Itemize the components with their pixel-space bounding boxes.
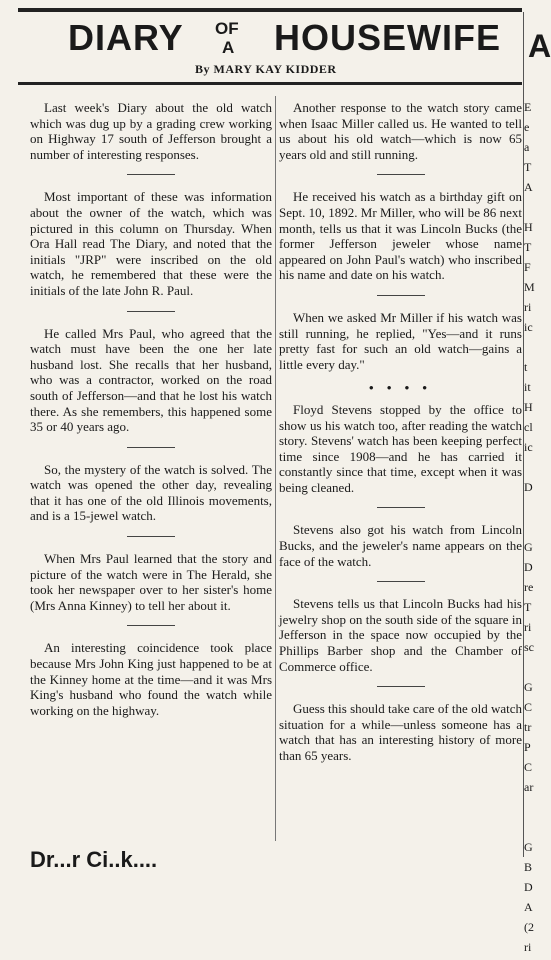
top-rule — [18, 8, 522, 12]
edge-fragment: tr — [524, 720, 532, 734]
separator — [127, 447, 175, 448]
edge-fragment: C — [524, 700, 533, 714]
edge-fragment: ri — [524, 620, 532, 634]
paragraph: Last week's Diary about the old watch which was dug up by a grading crew working on Highway 17 south of Jefferson brought a number of interesting responses. — [30, 100, 272, 162]
paragraph: Guess this should take care of the old watch situation for a while—unless someone has a watch that has an interesting history of more than 65 years. — [279, 701, 522, 763]
byline-rule — [18, 82, 522, 85]
separator — [377, 507, 425, 508]
separator — [377, 686, 425, 687]
edge-fragment: G — [524, 840, 533, 854]
edge-fragment: ri — [524, 940, 532, 954]
edge-fragment: P — [524, 740, 531, 754]
edge-fragment: cl — [524, 420, 533, 434]
separator — [377, 295, 425, 296]
edge-fragment: A — [524, 180, 533, 194]
adjacent-headline-fragment: A — [528, 28, 551, 64]
headline-diary: DIARY — [68, 17, 184, 58]
next-article-headline: Dr...r Ci..k.... — [30, 847, 158, 872]
edge-fragment: D — [524, 480, 533, 494]
paragraph: Stevens tells us that Lincoln Bucks had his jewelry shop on the south side of the square in Jefferson in the space now occupied by the Phillips Barber shop and the Chamber of Commerce office. — [279, 596, 522, 674]
separator — [127, 311, 175, 312]
edge-fragment: E — [524, 100, 532, 114]
edge-fragment: (2 — [524, 920, 534, 934]
headline-housewife: HOUSEWIFE — [274, 17, 502, 58]
paragraph: He received his watch as a birthday gift on Sept. 10, 1892. Mr Miller, who will be 86 next month, tells us that it was Lincoln Bucks (the former Jefferson jeweler whose name appeared on John Paul's watch) who inscribed his name and date on his watch. — [279, 189, 522, 283]
separator — [377, 174, 425, 175]
edge-fragment: T — [524, 160, 532, 174]
edge-fragment: H — [524, 400, 533, 414]
separator — [127, 536, 175, 537]
edge-fragment: it — [524, 380, 531, 394]
column-divider — [275, 96, 276, 841]
edge-fragment — [524, 820, 537, 840]
right-column — [279, 100, 522, 776]
edge-fragment: ic — [524, 440, 533, 454]
headline — [40, 16, 510, 60]
edge-fragment — [524, 500, 537, 520]
edge-fragment: e — [524, 120, 530, 134]
edge-fragment: ar — [524, 780, 534, 794]
edge-fragment: C — [524, 760, 533, 774]
edge-fragment — [524, 460, 537, 480]
separator — [377, 581, 425, 582]
edge-fragment: H — [524, 220, 533, 234]
paragraph: An interesting coincidence took place because Mrs John King just happened to be at the Kinney home at the time—and it was Mrs King's husband who found the watch while working on the highway. — [30, 640, 272, 718]
dot-separator: • • • • — [369, 380, 432, 396]
edge-fragment: B — [524, 860, 533, 874]
left-column — [30, 100, 272, 730]
edge-fragment: F — [524, 260, 531, 274]
edge-fragment: ri — [524, 300, 532, 314]
paragraph: So, the mystery of the watch is solved. The watch was opened the other day, revealing that it has one of the old Illinois movements, and is a 15-jewel watch. — [30, 461, 272, 524]
paragraph: Floyd Stevens stopped by the office to show us his watch too, after reading the watch story. Stevens' watch has been keeping perfect time since 1908—and he has carried it constantly since that time, except when it was being cleaned. — [279, 401, 522, 495]
edge-fragment: T — [524, 600, 532, 614]
adjacent-column-fragment — [524, 100, 537, 954]
edge-fragment: sc — [524, 640, 534, 654]
paragraph: He called Mrs Paul, who agreed that the watch must have been the one her late husband lost. She recalls that her husband, who was a contractor, worked on the road south of Jefferson—and that he lost his watch there. As she remembers, this happened some 35 or 40 years ago. — [30, 325, 272, 435]
edge-fragment: G — [524, 540, 533, 554]
edge-fragment: re — [524, 580, 534, 594]
edge-fragment — [524, 660, 537, 680]
edge-fragment: A — [524, 900, 533, 914]
edge-fragment — [524, 200, 537, 220]
paragraph: When Mrs Paul learned that the story and picture of the watch were in The Herald, she took her newspaper over to her sister's home (Mrs Anna Kinney) to tell her about it. — [30, 551, 272, 613]
edge-fragment — [524, 520, 537, 540]
separator — [127, 625, 175, 626]
edge-fragment: D — [524, 560, 533, 574]
edge-fragment: D — [524, 880, 533, 894]
separator — [127, 174, 175, 175]
headline-a: A — [222, 38, 235, 57]
edge-fragment: M — [524, 280, 535, 294]
edge-fragment: t — [524, 360, 528, 374]
paragraph: When we asked Mr Miller if his watch was still running, he replied, "Yes—and it runs pretty fast for such an old watch—gains a little every day." — [279, 309, 522, 372]
paragraph: Another response to the watch story came when Isaac Miller called us. He wanted to tell us about his old watch—which is now 65 years old and still running. — [279, 100, 522, 162]
paragraph: Most important of these was information about the owner of the watch, which was pictured in this column on Thursday. When Ora Hall read The Diary, and noted that the initials "JRP" were inscribed on the old watch, he remembered that these were the initials of the late John R. Paul. — [30, 189, 272, 298]
edge-fragment — [524, 340, 537, 360]
headline-of: OF — [215, 19, 239, 38]
paragraph: Stevens also got his watch from Lincoln Bucks, and the jeweler's name appears on the face of the watch. — [279, 522, 522, 569]
edge-fragment — [524, 800, 537, 820]
edge-fragment: T — [524, 240, 532, 254]
edge-fragment: a — [524, 140, 530, 154]
byline: By MARY KAY KIDDER — [195, 62, 337, 76]
edge-fragment: ic — [524, 320, 533, 334]
edge-fragment: G — [524, 680, 533, 694]
